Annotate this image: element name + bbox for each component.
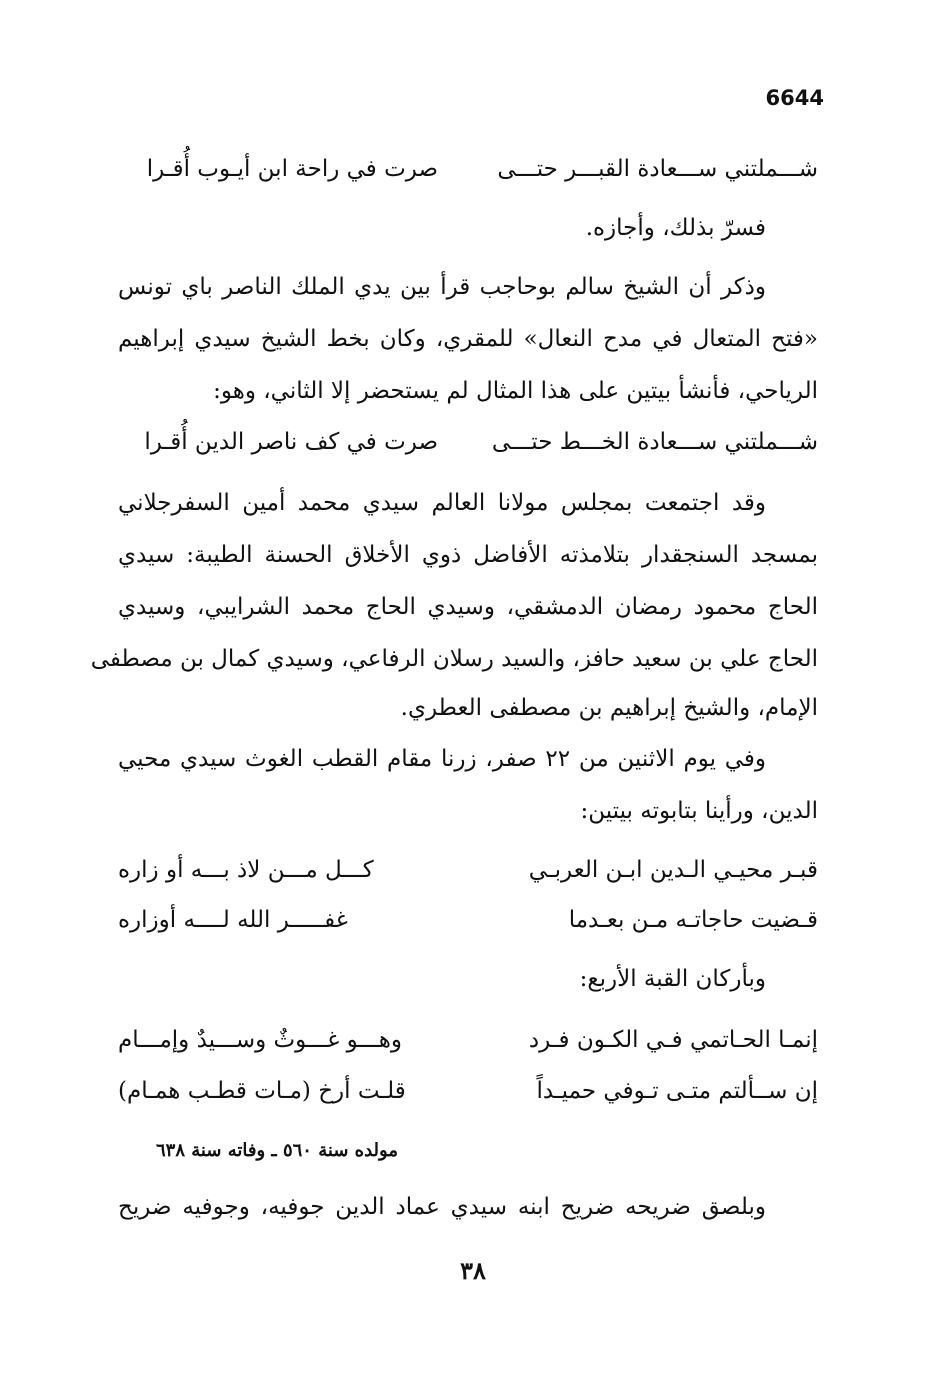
verse3-hemistich-left: غفـــــر الله لــــه أوزاره	[118, 907, 348, 933]
para3-line: بمسجد السنجقدار بتلامذته الأفاضل ذوي الأخلاق الحسنة الطيبة: سيدي	[118, 542, 818, 568]
verse4-hemistich-left: قلـت أرخ (مـات قطـب همـام)	[118, 1078, 406, 1104]
para2-line: «فتح المتعال في مدح النعال» للمقري، وكان بخط الشيخ سيدي إبراهيم	[118, 326, 818, 352]
para3-line: وقد اجتمعت بمجلس مولانا العالم سيدي محمد أمين السفرجلاني	[118, 490, 766, 516]
page-number: ٣٨	[460, 1256, 486, 1285]
para2-line: الرياحي، فأنشأ بيتين على هذا المثال لم يستحضر إلا الثاني، وهو:	[213, 378, 818, 404]
para3-line: الإمام، والشيخ إبراهيم بن مصطفى العطري.	[400, 695, 818, 721]
para6-line: وبلصق ضريحه ضريح ابنه سيدي عماد الدين جوفيه، وجوفيه ضريح	[118, 1194, 766, 1220]
para4-line: الدين، ورأينا بتابوته بيتين:	[580, 798, 818, 824]
para3-line: الحاج علي بن سعيد حافز، والسيد رسلان الرفاعي، وسيدي كمال بن مصطفى	[90, 646, 818, 672]
verse3-hemistich-right: قـضيت حاجاتـه مـن بعـدما	[568, 907, 818, 933]
verse4-hemistich-right: إن ســألتم متـى تـوفي حميـداً	[536, 1078, 818, 1104]
verse3-hemistich-right: قبـر محيـي الـدين ابـن العربـي	[528, 857, 818, 883]
verse3-hemistich-left: كـــل مـــن لاذ بـــه أو زاره	[118, 857, 374, 883]
para4-line: وفي يوم الاثنين من ٢٢ صفر، زرنا مقام القطب الغوث سيدي محيي	[118, 746, 767, 772]
para5-line: وبأركان القبة الأربع:	[579, 966, 766, 992]
verse4-hemistich-right: إنمـا الحـاتمي فـي الكـون فـرد	[528, 1027, 818, 1053]
verse1-hemistich-left: صرت في راحة ابن أيـوب أُقـرا	[146, 156, 438, 182]
para2-line: وذكر أن الشيخ سالم بوحاجب قرأ بين يدي الملك الناصر باي تونس	[118, 274, 766, 300]
para3-line: الحاج محمود رمضان الدمشقي، وسيدي الحاج محمد الشرايبي، وسيدي	[118, 594, 818, 620]
verse2-hemistich-left: صرت في كف ناصر الدين أُقـرا	[144, 429, 438, 455]
para1-line: فسرّ بذلك، وأجازه.	[585, 215, 766, 241]
birth-death-note: مولده سنة ٥٦٠ ـ وفاته سنة ٦٣٨	[156, 1140, 398, 1161]
verse1-hemistich-right: شـــملتني ســـعادة القبـــر حتـــى	[497, 156, 818, 182]
reference-number: 6644	[765, 86, 824, 110]
verse2-hemistich-right: شـــملتني ســـعادة الخـــط حتـــى	[491, 429, 818, 455]
verse4-hemistich-left: وهـــو غـــوثٌ وســـيدٌ وإمـــام	[118, 1027, 402, 1053]
